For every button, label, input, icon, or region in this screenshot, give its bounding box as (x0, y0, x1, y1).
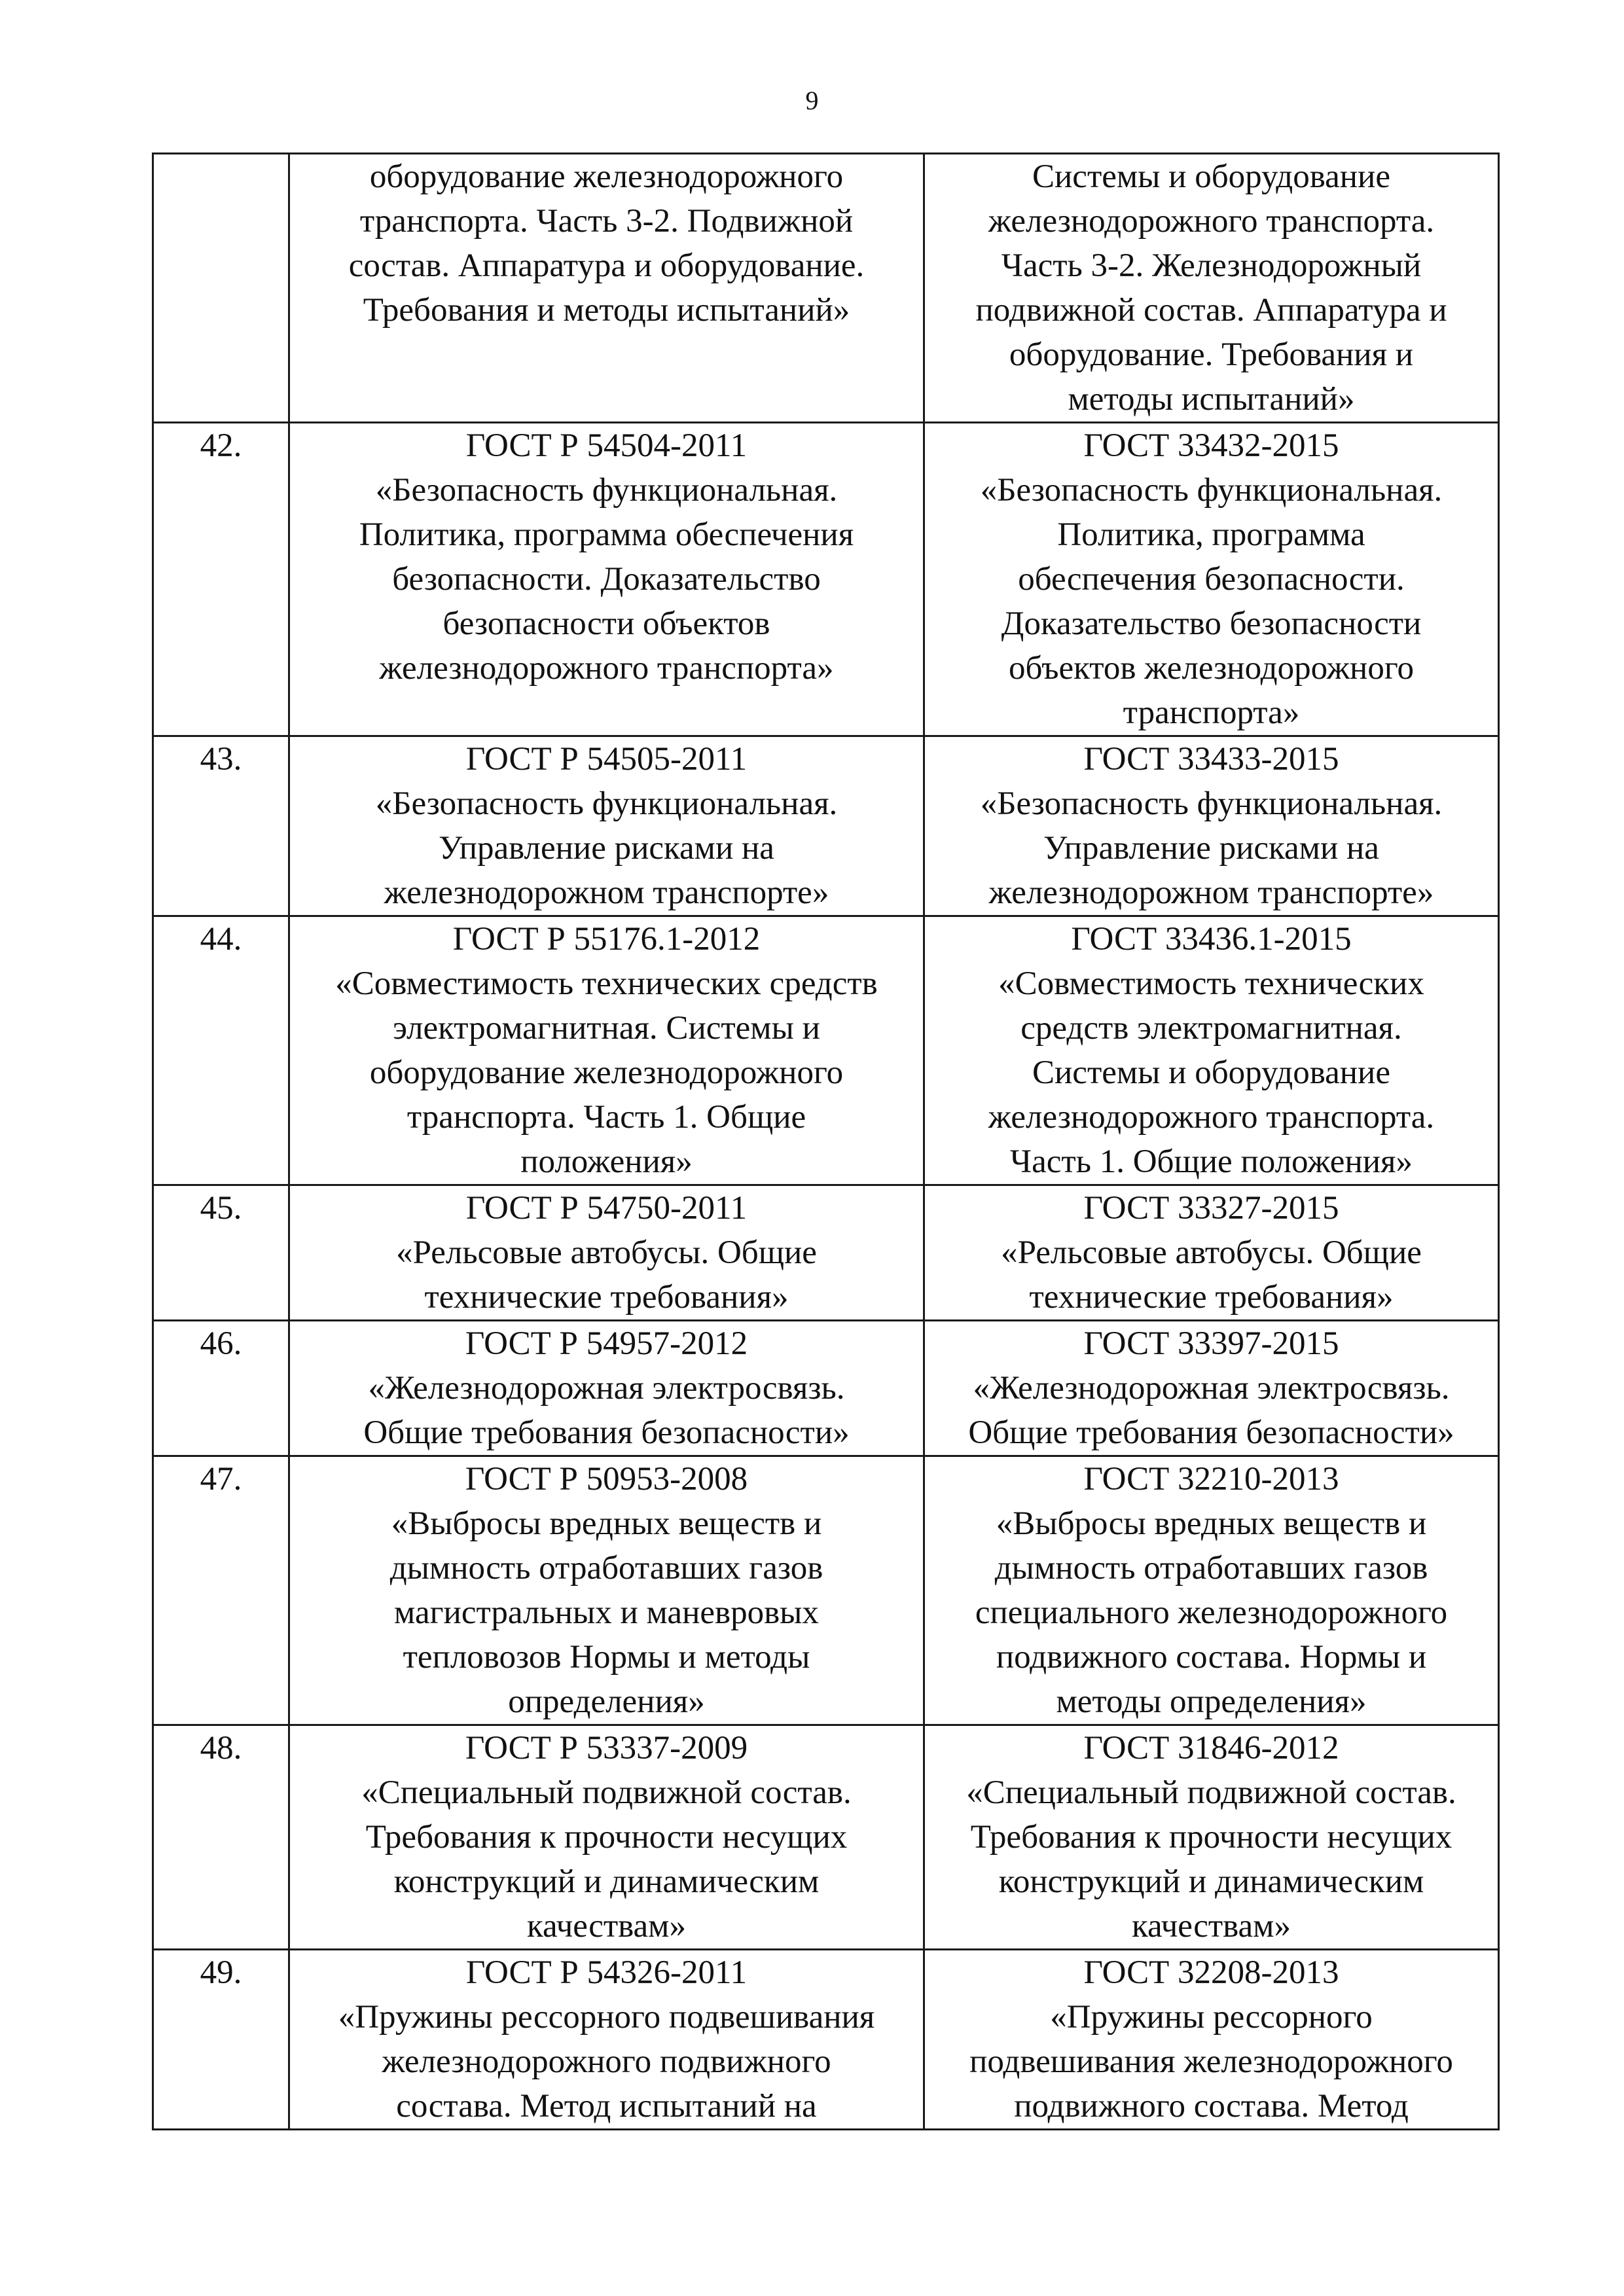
text-line: транспорта. Часть 3-2. Подвижной (359, 203, 854, 240)
text-line: Общие требования безопасности» (363, 1414, 850, 1451)
new-standard-cell (924, 1321, 1499, 1456)
text-line: качествам» (527, 1908, 686, 1945)
text-line: магистральных и маневровых (394, 1594, 819, 1631)
text-line: железнодорожного транспорта» (379, 650, 834, 687)
text-line: подвижной состав. Аппаратура и (975, 292, 1447, 329)
replaced-standard-cell (289, 423, 924, 736)
text-line: железнодорожном транспорте» (384, 874, 829, 911)
text-line: железнодорожном транспорте» (988, 874, 1434, 911)
text-line: технические требования» (424, 1279, 789, 1316)
text-line: подвижного состава. Метод (1014, 2088, 1409, 2125)
row-number (153, 154, 289, 423)
text-line: Системы и оборудование (1032, 158, 1390, 195)
replaced-standard-cell (289, 154, 924, 423)
table-row (153, 1456, 1499, 1725)
text-line: ГОСТ 33432-2015 (1083, 427, 1339, 464)
text-line: «Специальный подвижной состав. (361, 1774, 852, 1811)
text-line: специального железнодорожного (975, 1594, 1448, 1631)
text-line: ГОСТ 33397-2015 (1083, 1325, 1339, 1362)
text-line: ГОСТ Р 50953-2008 (465, 1461, 748, 1498)
row-number: 49. (153, 1950, 289, 2130)
text-line: «Выбросы вредных веществ и (996, 1505, 1427, 1542)
replaced-standard-cell (289, 1456, 924, 1725)
table-row (153, 1321, 1499, 1456)
text-line: Требования к прочности несущих (970, 1819, 1453, 1856)
new-standard-cell (924, 736, 1499, 916)
text-line: оборудование железнодорожного (369, 158, 844, 195)
text-line: ГОСТ Р 54505-2011 (465, 741, 748, 778)
text-line: «Выбросы вредных веществ и (391, 1505, 822, 1542)
text-line: ГОСТ Р 54504-2011 (465, 427, 748, 464)
row-number: 48. (153, 1725, 289, 1950)
text-line: «Рельсовые автобусы. Общие (1001, 1234, 1422, 1271)
text-line: определения» (508, 1683, 705, 1720)
table-row (153, 423, 1499, 736)
text-line: Часть 1. Общие положения» (1010, 1143, 1413, 1180)
text-line: ГОСТ 31846-2012 (1083, 1730, 1339, 1767)
new-standard-cell (924, 423, 1499, 736)
text-line: «Совместимость технических (998, 965, 1424, 1002)
text-line: дымность отработавших газов (389, 1550, 823, 1587)
text-line: «Совместимость технических средств (335, 965, 878, 1002)
replaced-standard-cell (289, 1185, 924, 1321)
text-line: ГОСТ Р 54326-2011 (465, 1954, 748, 1991)
text-line: объектов железнодорожного (1009, 650, 1414, 687)
text-line: «Пружины рессорного подвешивания (338, 1999, 875, 2036)
text-line: подвижного состава. Нормы и (996, 1639, 1427, 1676)
text-line: ГОСТ Р 55176.1-2012 (452, 921, 761, 958)
text-line: ГОСТ 33436.1-2015 (1071, 921, 1352, 958)
text-line: «Пружины рессорного (1050, 1999, 1373, 2036)
new-standard-cell (924, 1456, 1499, 1725)
text-line: Требования и методы испытаний» (363, 292, 850, 329)
text-line: конструкций и динамическим (998, 1863, 1424, 1900)
table-row (153, 1950, 1499, 2130)
text-line: качествам» (1132, 1908, 1291, 1945)
text-line: «Безопасность функциональная. (375, 785, 838, 822)
row-number: 47. (153, 1456, 289, 1725)
row-number: 43. (153, 736, 289, 916)
text-line: Управление рисками на (439, 830, 774, 867)
text-line: положения» (520, 1143, 693, 1180)
text-line: Общие требования безопасности» (968, 1414, 1454, 1451)
table-row (153, 916, 1499, 1185)
text-line: «Безопасность функциональная. (980, 785, 1443, 822)
text-line: Часть 3-2. Железнодорожный (1001, 247, 1422, 284)
text-line: состава. Метод испытаний на (396, 2088, 817, 2125)
text-line: Управление рисками на (1043, 830, 1379, 867)
text-line: безопасности объектов (442, 605, 770, 642)
text-line: методы определения» (1056, 1683, 1367, 1720)
row-number: 46. (153, 1321, 289, 1456)
text-line: транспорта. Часть 1. Общие (406, 1099, 806, 1136)
new-standard-cell (924, 1185, 1499, 1321)
replaced-standard-cell (289, 1725, 924, 1950)
text-line: Системы и оборудование (1032, 1054, 1390, 1091)
page-number: 9 (805, 86, 819, 115)
text-line: ГОСТ Р 53337-2009 (465, 1730, 748, 1767)
text-line: транспорта» (1123, 694, 1300, 731)
table-row (153, 1185, 1499, 1321)
text-line: безопасности. Доказательство (392, 561, 821, 598)
row-number: 44. (153, 916, 289, 1185)
text-line: ГОСТ 32210-2013 (1083, 1461, 1339, 1498)
table-row (153, 154, 1499, 423)
text-line: железнодорожного подвижного (382, 2043, 831, 2080)
text-line: «Специальный подвижной состав. (966, 1774, 1456, 1811)
new-standard-cell (924, 154, 1499, 423)
replaced-standard-cell (289, 1950, 924, 2130)
text-line: электромагнитная. Системы и (393, 1010, 820, 1047)
standards-table (152, 152, 1500, 2130)
text-line: «Рельсовые автобусы. Общие (396, 1234, 817, 1271)
row-number: 42. (153, 423, 289, 736)
text-line: Требования к прочности несущих (365, 1819, 848, 1856)
text-line: железнодорожного транспорта. (988, 1099, 1435, 1136)
text-line: методы испытаний» (1068, 381, 1355, 418)
text-line: оборудование железнодорожного (369, 1054, 844, 1091)
row-number: 45. (153, 1185, 289, 1321)
text-line: оборудование. Требования и (1009, 336, 1414, 373)
text-line: «Безопасность функциональная. (980, 472, 1443, 509)
text-line: Политика, программа обеспечения (359, 516, 854, 553)
text-line: ГОСТ Р 54957-2012 (465, 1325, 748, 1362)
text-line: ГОСТ 33433-2015 (1083, 741, 1339, 778)
replaced-standard-cell (289, 736, 924, 916)
text-line: Политика, программа (1057, 516, 1365, 553)
new-standard-cell (924, 916, 1499, 1185)
table-row (153, 736, 1499, 916)
text-line: конструкций и динамическим (393, 1863, 820, 1900)
text-line: дымность отработавших газов (994, 1550, 1428, 1587)
text-line: ГОСТ Р 54750-2011 (465, 1190, 748, 1227)
text-line: железнодорожного транспорта. (988, 203, 1435, 240)
new-standard-cell (924, 1950, 1499, 2130)
table-row (153, 1725, 1499, 1950)
new-standard-cell (924, 1725, 1499, 1950)
text-line: ГОСТ 33327-2015 (1083, 1190, 1339, 1227)
text-line: технические требования» (1029, 1279, 1394, 1316)
text-line: обеспечения безопасности. (1018, 561, 1405, 598)
text-line: состав. Аппаратура и оборудование. (348, 247, 865, 284)
text-line: ГОСТ 32208-2013 (1083, 1954, 1339, 1991)
text-line: подвешивания железнодорожного (969, 2043, 1453, 2080)
text-line: средств электромагнитная. (1020, 1010, 1402, 1047)
replaced-standard-cell (289, 1321, 924, 1456)
standards-table-body (153, 154, 1499, 2130)
text-line: «Железнодорожная электросвязь. (973, 1370, 1450, 1407)
text-line: Доказательство безопасности (1001, 605, 1422, 642)
text-line: тепловозов Нормы и методы (403, 1639, 810, 1676)
replaced-standard-cell (289, 916, 924, 1185)
text-line: «Железнодорожная электросвязь. (368, 1370, 845, 1407)
text-line: «Безопасность функциональная. (375, 472, 838, 509)
